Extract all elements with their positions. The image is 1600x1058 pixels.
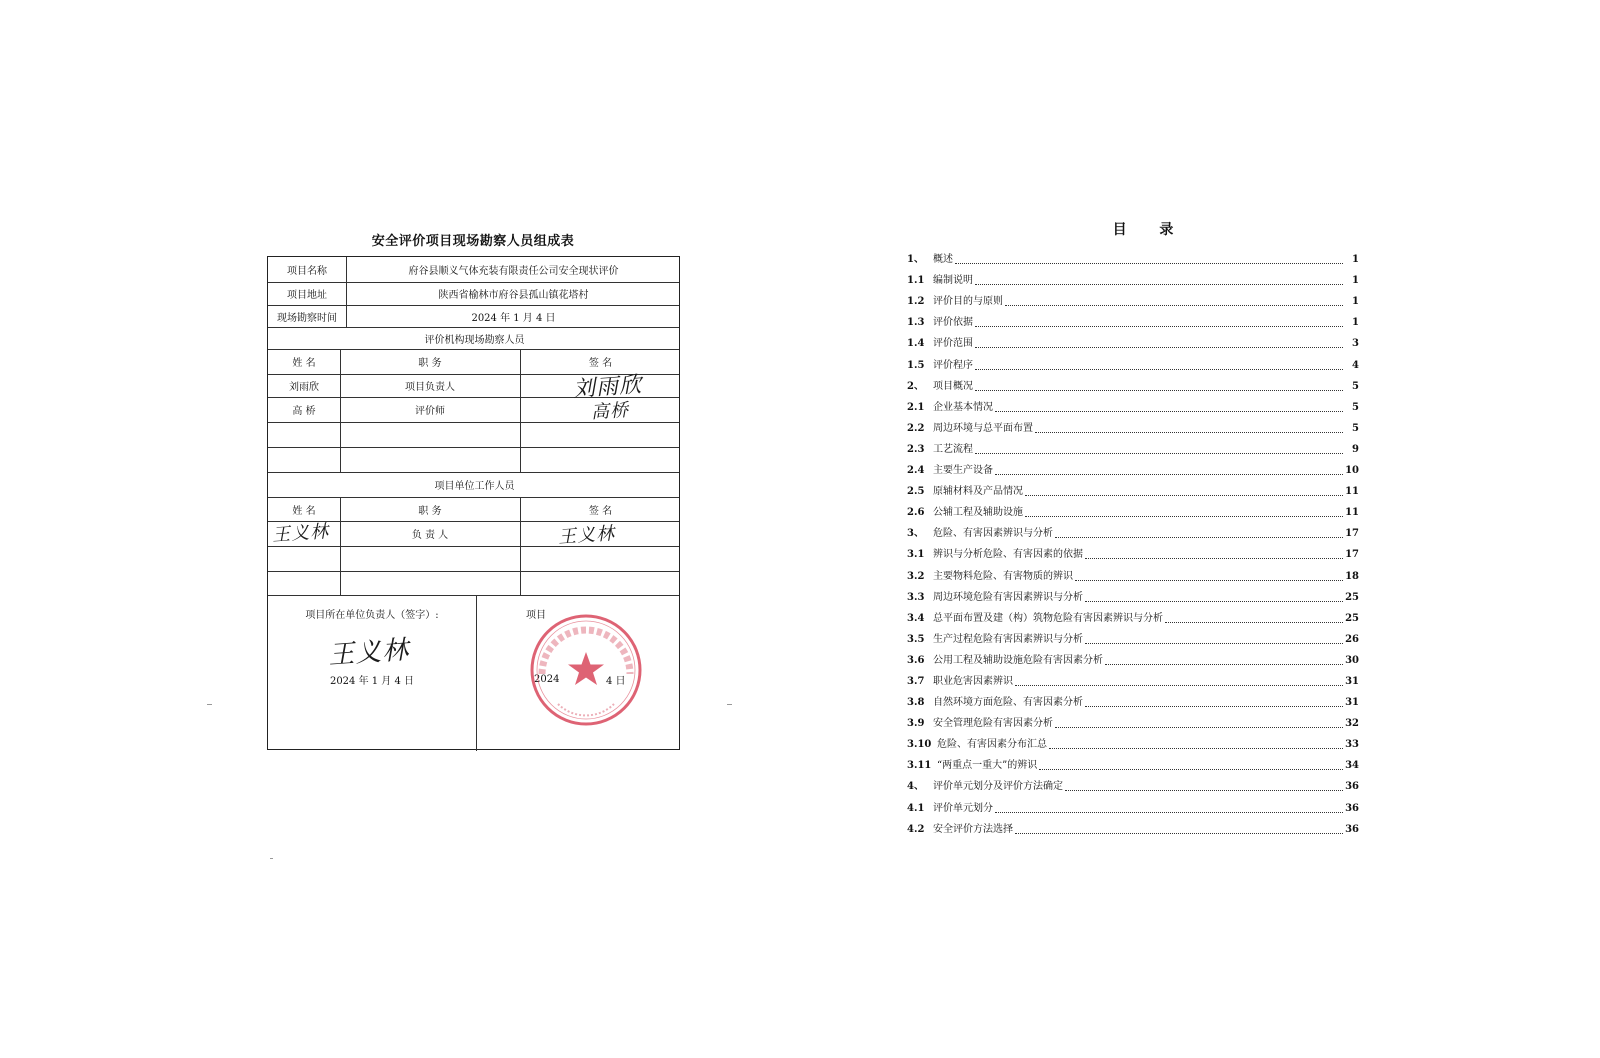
agency-person-duty: 项目负责人 (405, 382, 455, 393)
toc-entry (907, 793, 1359, 814)
toc-entry-number: 3.4 (907, 612, 925, 624)
toc-entry (907, 709, 1359, 730)
scan-speck (727, 704, 732, 705)
toc-entry-number: 2.5 (907, 486, 925, 498)
toc-entry-page: 11 (1345, 486, 1359, 498)
toc-entry (907, 477, 1359, 498)
toc-dot-leader (1035, 432, 1343, 433)
unit-col-sign: 签 名 (588, 505, 613, 517)
toc-dot-leader (975, 369, 1343, 370)
toc-entry (907, 266, 1359, 287)
toc-title: 目 录 (1112, 222, 1188, 238)
toc-entry (907, 625, 1359, 646)
toc-entry (907, 815, 1359, 836)
toc-entry-title: 安全评价方法选择 (933, 823, 1013, 835)
toc-entry-page: 25 (1345, 591, 1359, 603)
toc-entry-title: 公用工程及辅助设施危险有害因素分析 (933, 654, 1103, 666)
scan-speck (270, 858, 273, 859)
toc-dot-leader (1039, 769, 1343, 770)
toc-entry (907, 646, 1359, 667)
toc-dot-leader (1105, 664, 1343, 665)
toc-entry-page: 18 (1345, 570, 1359, 582)
toc-entry-number: 3.9 (907, 718, 925, 730)
toc-entry-title: 自然环境方面危险、有害因素分析 (933, 697, 1083, 709)
toc-entry-page: 36 (1345, 802, 1359, 814)
toc-dot-leader (1055, 727, 1343, 728)
leader-signature: 王义林 (327, 635, 411, 671)
toc-dot-leader (995, 474, 1343, 475)
toc-entry-page: 17 (1345, 528, 1359, 540)
unit-person-name-signature: 王义林 (271, 521, 330, 546)
company-seal-stamp (528, 612, 644, 728)
toc-entry (907, 667, 1359, 688)
toc-entry-page: 36 (1345, 781, 1359, 793)
toc-entry-page: 1 (1352, 275, 1359, 287)
toc-entry-title: 工艺流程 (933, 443, 973, 455)
toc-dot-leader (1065, 790, 1343, 791)
toc-entry-number: 4、 (907, 781, 924, 793)
toc-entry-number: 2.1 (907, 401, 925, 413)
toc-entry-page: 33 (1345, 739, 1359, 751)
unit-col-duty: 职 务 (418, 505, 442, 517)
unit-col-name: 姓 名 (292, 505, 316, 517)
toc-entry (907, 393, 1359, 414)
toc-entry (907, 456, 1359, 477)
col-divider (476, 595, 477, 751)
leader-sign-label: 项目所在单位负责人（签字）: (305, 609, 439, 621)
toc-entry-title: 评价单元划分及评价方法确定 (933, 781, 1063, 793)
toc-dot-leader (995, 411, 1343, 412)
toc-entry (907, 372, 1359, 393)
toc-entry-title: 评价单元划分 (933, 802, 993, 814)
toc-entry (907, 751, 1359, 772)
toc-entry-title: 公辅工程及辅助设施 (933, 507, 1023, 519)
toc-entry-page: 25 (1345, 612, 1359, 624)
right-page (800, 0, 1600, 1058)
toc-entry-number: 2.6 (907, 507, 925, 519)
scan-speck (207, 704, 212, 705)
toc-entry-number: 1.4 (907, 338, 925, 350)
form-title: 安全评价项目现场勘察人员组成表 (371, 234, 575, 249)
toc-entry-number: 3.3 (907, 591, 925, 603)
toc-entry (907, 350, 1359, 371)
toc-entry-title: 概述 (933, 254, 953, 266)
toc-entry-number: 1.2 (907, 296, 925, 308)
toc-entry (907, 519, 1359, 540)
toc-entry-page: 1 (1352, 254, 1359, 266)
toc-entry-title: 危险、有害因素辨识与分析 (933, 528, 1053, 540)
toc-entry-title: 评价程序 (933, 359, 973, 371)
agency-person-name: 高 桥 (292, 406, 316, 417)
agency-person-name: 刘雨欣 (289, 382, 319, 393)
unit-person-duty: 负 责 人 (411, 530, 449, 541)
toc-entry (907, 308, 1359, 329)
project-name-label: 项目名称 (287, 266, 327, 277)
toc-entry-page: 5 (1352, 422, 1359, 434)
row-divider (268, 595, 679, 596)
toc-entry-page: 31 (1345, 697, 1359, 709)
toc-entry-page: 31 (1345, 675, 1359, 687)
row-divider (268, 571, 679, 572)
survey-time-value: 2024 年 1 月 4 日 (471, 312, 556, 324)
toc-entry-page: 36 (1345, 823, 1359, 835)
agency-person-signature: 刘雨欣 (572, 372, 643, 403)
toc-entry-page: 1 (1352, 296, 1359, 308)
agency-col-name: 姓 名 (292, 358, 316, 369)
toc-entry-title: 企业基本情况 (933, 401, 993, 413)
row-divider (268, 447, 679, 448)
unit-section-header: 项目单位工作人员 (434, 481, 515, 492)
leader-date: 2024 年 1 月 4 日 (329, 675, 415, 687)
toc-entry-page: 1 (1352, 317, 1359, 329)
toc-dot-leader (975, 453, 1343, 454)
toc-dot-leader (1005, 305, 1343, 306)
toc-dot-leader (1165, 622, 1343, 623)
toc-entry-number: 1.1 (907, 275, 925, 287)
toc-entry (907, 414, 1359, 435)
toc-entry-number: 3.2 (907, 570, 925, 582)
toc-entry-page: 4 (1352, 359, 1359, 371)
toc-entry (907, 561, 1359, 582)
toc-entry-number: 3.7 (907, 675, 925, 687)
agency-person-duty: 评价师 (415, 406, 445, 417)
survey-time-label: 现场勘察时间 (277, 312, 337, 324)
toc-entry-title: 项目概况 (933, 380, 973, 392)
stamp-label-partial: 项目 (526, 609, 546, 621)
toc-entry-number: 3.6 (907, 654, 925, 666)
toc-dot-leader (1085, 706, 1343, 707)
toc-dot-leader (1015, 685, 1343, 686)
toc-entry-number: 1、 (907, 254, 924, 266)
toc-entry (907, 583, 1359, 604)
toc-entry (907, 287, 1359, 308)
project-name-value: 府谷县顺义气体充装有限责任公司安全现状评价 (408, 266, 619, 277)
toc-entry-page: 10 (1345, 465, 1359, 477)
toc-entry (907, 435, 1359, 456)
toc-entry (907, 772, 1359, 793)
toc-dot-leader (1085, 643, 1343, 644)
toc-entry-number: 3.1 (907, 549, 925, 561)
toc-entry-number: 3.5 (907, 633, 925, 645)
toc-entry-number: 3.8 (907, 697, 925, 709)
row-divider (268, 546, 679, 547)
agency-col-sign: 签 名 (588, 358, 613, 369)
toc-entry-number: 3.10 (907, 739, 932, 751)
toc-dot-leader (975, 390, 1343, 391)
toc-entry-page: 5 (1352, 401, 1359, 413)
toc-dot-leader (995, 812, 1343, 813)
toc-entry-number: 3.11 (907, 760, 932, 772)
toc-entry-title: “两重点一重大”的辨识 (937, 760, 1038, 772)
toc-entry (907, 245, 1359, 266)
toc-entry-number: 1.5 (907, 359, 925, 371)
unit-person-signature: 王义林 (557, 523, 616, 548)
toc-entry-title: 原辅材料及产品情况 (933, 486, 1023, 498)
toc-entry-title: 总平面布置及建（构）筑物危险有害因素辨识与分析 (933, 612, 1163, 624)
agency-person-signature: 高桥 (590, 399, 630, 424)
toc-entry-page: 30 (1345, 654, 1359, 666)
toc-entry-title: 周边环境与总平面布置 (933, 422, 1033, 434)
toc-entry-page: 5 (1352, 380, 1359, 392)
toc-dot-leader (1075, 580, 1343, 581)
toc-entry-number: 4.1 (907, 802, 925, 814)
toc-dot-leader (1085, 601, 1343, 602)
toc-entry-title: 评价范围 (933, 338, 973, 350)
toc-entry-title: 安全管理危险有害因素分析 (933, 718, 1053, 730)
toc-dot-leader (975, 347, 1343, 348)
toc-entry-number: 3、 (907, 528, 924, 540)
toc-entry-number: 2.3 (907, 443, 925, 455)
toc-entry-page: 9 (1352, 443, 1359, 455)
toc-dot-leader (975, 284, 1343, 285)
agency-col-duty: 职 务 (418, 358, 442, 369)
toc-dot-leader (1025, 495, 1343, 496)
project-address-label: 项目地址 (287, 290, 327, 301)
toc-entry-number: 2.4 (907, 465, 925, 477)
toc-entry-number: 2.2 (907, 422, 925, 434)
toc-dot-leader (1049, 748, 1343, 749)
toc-entry-title: 主要物料危险、有害物质的辨识 (933, 570, 1073, 582)
toc-entry-page: 11 (1345, 507, 1359, 519)
toc-entry-page: 32 (1345, 718, 1359, 730)
toc-entry (907, 540, 1359, 561)
toc-entry (907, 688, 1359, 709)
toc-entry-title: 职业危害因素辨识 (933, 675, 1013, 687)
toc-entry-page: 3 (1352, 338, 1359, 350)
stamp-day-partial: 4 日 (606, 675, 626, 687)
toc-entry-title: 生产过程危险有害因素辨识与分析 (933, 633, 1083, 645)
project-address-value: 陕西省榆林市府谷县孤山镇花塔村 (438, 290, 589, 301)
toc-entry-title: 辨识与分析危险、有害因素的依据 (933, 549, 1083, 561)
toc-entry-title: 危险、有害因素分布汇总 (937, 739, 1047, 751)
toc-entry (907, 329, 1359, 350)
toc-list (907, 245, 1359, 836)
toc-entry-page: 26 (1345, 633, 1359, 645)
toc-entry (907, 604, 1359, 625)
toc-dot-leader (955, 263, 1343, 264)
toc-dot-leader (975, 326, 1343, 327)
toc-entry-title: 编制说明 (933, 275, 973, 287)
toc-entry-number: 1.3 (907, 317, 925, 329)
toc-dot-leader (1085, 558, 1343, 559)
toc-entry-page: 34 (1345, 760, 1359, 772)
toc-dot-leader (1055, 537, 1343, 538)
toc-entry (907, 730, 1359, 751)
toc-entry-page: 17 (1345, 549, 1359, 561)
toc-entry-title: 评价依据 (933, 317, 973, 329)
toc-entry-title: 评价目的与原则 (933, 296, 1003, 308)
agency-section-header: 评价机构现场勘察人员 (424, 334, 525, 346)
toc-entry-title: 主要生产设备 (933, 465, 993, 477)
toc-dot-leader (1025, 516, 1343, 517)
toc-dot-leader (1015, 833, 1343, 834)
toc-entry-title: 周边环境危险有害因素辨识与分析 (933, 591, 1083, 603)
toc-entry-number: 2、 (907, 380, 924, 392)
toc-entry (907, 498, 1359, 519)
stamp-date-partial: 2024 (534, 673, 560, 685)
toc-entry-number: 4.2 (907, 823, 925, 835)
